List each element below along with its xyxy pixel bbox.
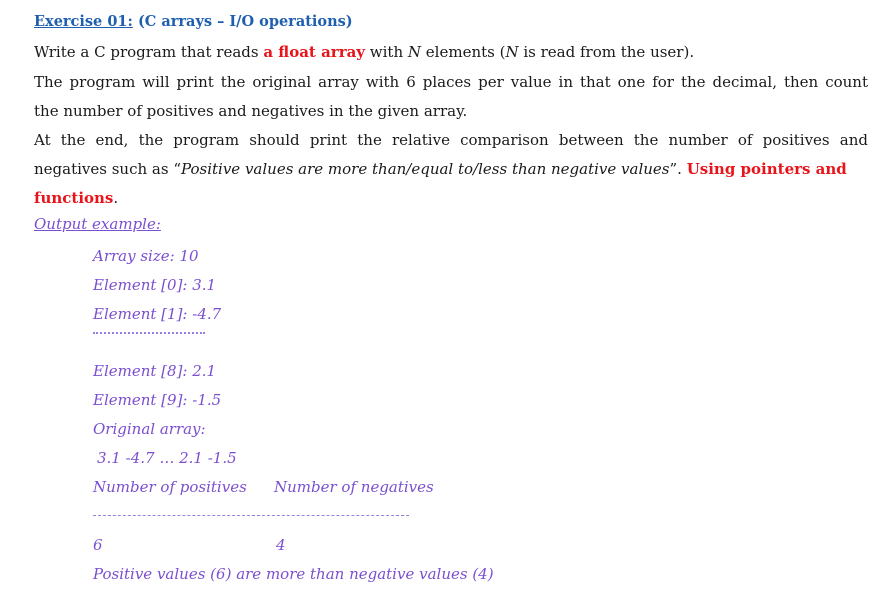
output-negatives-count: 4 (276, 536, 286, 554)
instruction-line-5 (34, 155, 868, 184)
output-element-1: Element [1]: -4.7 (93, 305, 222, 323)
pointers-highlight: Using pointers and (686, 160, 847, 178)
text-fragment: Write a C program that reads (34, 43, 264, 61)
exercise-topic: (C arrays – I/O operations) (137, 13, 353, 30)
output-element-0: Element [0]: 3.1 (93, 276, 217, 294)
comparison-phrase: Positive values are more than/equal to/less than negative values (181, 160, 670, 178)
functions-highlight: functions (34, 189, 114, 207)
text-fragment: is read from the user). (518, 43, 695, 61)
output-col-negatives: Number of negatives (274, 478, 434, 496)
text-line: The program will print the original array with 6 places per value in that one for the decimal, then count (34, 73, 868, 91)
output-positives-count: 6 (93, 536, 103, 554)
exercise-number: Exercise 01: (34, 13, 133, 30)
separator-dashes (93, 515, 409, 516)
output-original-label: Original array: (93, 420, 206, 438)
text-fragment: with (365, 43, 408, 61)
instruction-line-4 (34, 126, 868, 155)
text-fragment: elements ( (421, 43, 506, 61)
instruction-line-6 (34, 184, 868, 213)
text-fragment: ”. (669, 160, 687, 178)
output-array-size: Array size: 10 (93, 247, 199, 265)
ellipsis-dots (93, 332, 205, 334)
output-example-label: Output example: (34, 215, 161, 233)
instruction-line-3 (34, 97, 868, 126)
instruction-line-1 (34, 38, 868, 67)
text-line: the number of positives and negatives in the given array. (34, 102, 468, 120)
exercise-heading (34, 13, 353, 30)
output-element-8: Element [8]: 2.1 (93, 362, 217, 380)
output-element-9: Element [9]: -1.5 (93, 391, 222, 409)
output-col-positives: Number of positives (93, 478, 247, 496)
text-line: At the end, the program should print the relative comparison between the number of positives and (34, 131, 868, 149)
text-fragment: . (113, 189, 119, 207)
text-fragment: negatives such as “ (34, 160, 181, 178)
output-original-values: 3.1 -4.7 … 2.1 -1.5 (97, 449, 237, 467)
instruction-line-2 (34, 68, 868, 97)
n-variable: N (407, 43, 422, 61)
output-result: Positive values (6) are more than negative values (4) (93, 565, 494, 583)
n-variable: N (505, 43, 519, 61)
float-array-highlight: a float array (263, 43, 366, 61)
